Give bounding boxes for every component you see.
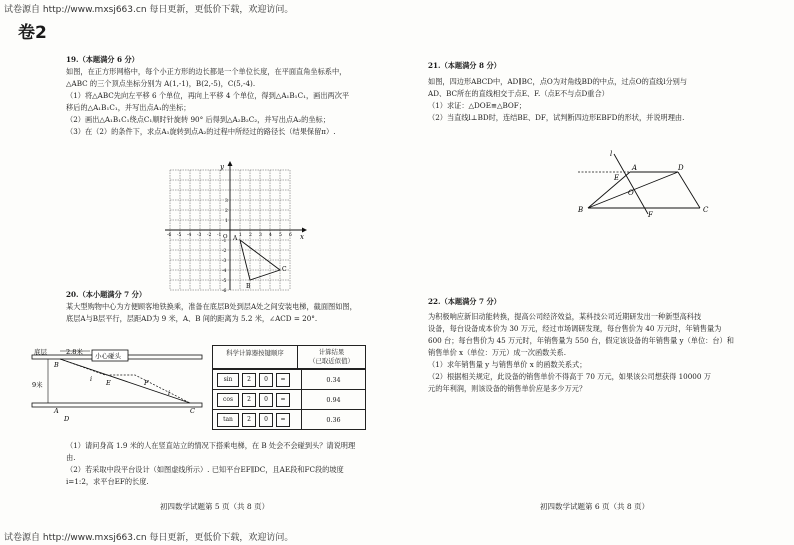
digit-key: 0 bbox=[259, 393, 273, 407]
point-d-label: D bbox=[678, 164, 684, 172]
sin-key: sin bbox=[217, 373, 239, 387]
calculator-table bbox=[212, 345, 366, 430]
tick-label: 6 bbox=[289, 233, 292, 238]
tick-label: 3 bbox=[225, 199, 228, 204]
question-20-part: （2）若采取中段平台设计（如图虚线所示）. 已知平台EF∥DC，且AE段和FC段的坡度 bbox=[66, 465, 344, 474]
origin-label: O bbox=[223, 234, 228, 240]
table-header-keys: 科学计算器按键顺序 bbox=[213, 346, 298, 368]
tick-label: 2 bbox=[249, 233, 252, 238]
floor-label: 底层 bbox=[34, 348, 47, 356]
point-b-label: B bbox=[578, 206, 584, 214]
question-22-line: 600 台；每台售价为 45 万元时，年销售量为 550 台，假定该设备的年销售量 y（单位：台）和 bbox=[428, 336, 734, 345]
left-dimension: 9米 bbox=[32, 381, 43, 389]
result-value: 0.36 bbox=[326, 415, 341, 424]
digit-key: 2 bbox=[242, 373, 256, 387]
tick-label: -1 bbox=[217, 233, 222, 238]
question-22-line: 设备，每台设备成本价为 30 万元，经过市场调研发现，每台售价为 40 万元时，年销售量为 bbox=[428, 324, 722, 333]
tick-label: -6 bbox=[167, 233, 172, 238]
question-22-line: 为积极响应新旧动能转换，提高公司经济效益，某科技公司近期研发出一种新型高科技 bbox=[428, 312, 702, 321]
line-l bbox=[614, 154, 648, 214]
x-axis-label: x bbox=[300, 233, 304, 241]
point-c-label: C bbox=[703, 206, 709, 214]
tick-label: -4 bbox=[187, 233, 192, 238]
question-20-line: 某大型购物中心为方便顾客地铁换乘，准备在底层B处到层A处之间安装电梯，截面图如图， bbox=[66, 302, 357, 311]
equals-key: = bbox=[276, 413, 290, 427]
tick-label: -6 bbox=[222, 289, 227, 294]
point-d-label: D bbox=[64, 415, 70, 423]
question-20-line: 底层A与B层平行，层距AD为 9 米，A、B 间的距离为 5.2 米，∠ACD = 20°. bbox=[66, 314, 318, 323]
top-watermark: 试卷源自 http://www.mxsj663.cn 每日更新，更低价下载，欢迎访问。 bbox=[4, 5, 294, 15]
tick-label: 1 bbox=[225, 219, 228, 224]
slope-label-1: i bbox=[90, 375, 93, 383]
digit-key: 0 bbox=[259, 373, 273, 387]
tick-label: -2 bbox=[222, 249, 227, 254]
tick-label: -3 bbox=[222, 259, 227, 264]
tick-label: -5 bbox=[177, 233, 182, 238]
vertex-a-label: A bbox=[233, 235, 238, 242]
question-19-line: （1）将△ABC先向左平移 6 个单位，再向上平移 4 个单位，得到△A₁B₁C₁，画出两次平 bbox=[66, 91, 350, 100]
volume-label: 卷2 bbox=[18, 23, 47, 43]
ceiling-sign-label: 小心碰头 bbox=[95, 352, 121, 360]
tick-label: -5 bbox=[222, 279, 227, 284]
point-o-label: O bbox=[628, 189, 634, 197]
question-19-line: （3）在（2）的条件下，求点A₁旋转到点A₂的过程中所经过的路径长（结果保留π）. bbox=[66, 127, 336, 136]
question-21 bbox=[428, 60, 768, 124]
digit-key: 2 bbox=[242, 393, 256, 407]
y-axis bbox=[228, 161, 233, 290]
tick-label: 4 bbox=[269, 233, 272, 238]
page-footer-right: 初四数学试题第 6 页（共 8 页） bbox=[540, 502, 650, 511]
escalator-line bbox=[60, 359, 190, 403]
page-footer-left: 初四数学试题第 5 页（共 8 页） bbox=[160, 502, 270, 511]
question-22-line: （1）求年销售量 y 与销售单价 x 的函数关系式； bbox=[428, 360, 587, 369]
tick-label: 5 bbox=[279, 233, 282, 238]
point-c-label: C bbox=[190, 407, 195, 415]
side-ab bbox=[588, 172, 630, 208]
digit-key: 0 bbox=[259, 413, 273, 427]
tick-label: 3 bbox=[259, 233, 262, 238]
equals-key: = bbox=[276, 373, 290, 387]
question-21-line: AD、BC所在的直线相交于点E、F.（点E不与点D重合） bbox=[428, 89, 609, 98]
question-20-part: i=1:2，求平台EF的长度. bbox=[66, 477, 149, 486]
top-dimension: 2.8米 bbox=[66, 348, 83, 356]
y-axis-label: y bbox=[220, 163, 224, 171]
bottom-watermark: 试卷源自 http://www.mxsj663.cn 每日更新，更低价下载，欢迎访问。 bbox=[4, 533, 294, 543]
tan-key: tan bbox=[217, 413, 239, 427]
question-19-line: 移后的△A₁B₁C₁，并写出点A₁的坐标； bbox=[66, 103, 191, 112]
question-19-line: 如图，在正方形网格中，每个小正方形的边长都是一个单位长度，在平面直角坐标系中， bbox=[66, 67, 347, 76]
question-19-line: △ABC 的三个顶点坐标分别为 A(1,-1)，B(2,-5)，C(5,-4). bbox=[66, 79, 256, 88]
cos-key: cos bbox=[217, 393, 239, 407]
tick-label: -4 bbox=[222, 269, 227, 274]
equals-key: = bbox=[276, 393, 290, 407]
point-e-label: E bbox=[106, 379, 111, 387]
tick-label: -2 bbox=[207, 233, 212, 238]
table-row bbox=[213, 409, 365, 429]
question-20-parts bbox=[66, 440, 396, 488]
question-22 bbox=[428, 296, 773, 395]
tick-label: -3 bbox=[197, 233, 202, 238]
table-row bbox=[213, 389, 365, 409]
question-20-heading: 20.（本小题满分 7 分） bbox=[66, 290, 147, 299]
line-l-label: l bbox=[610, 150, 613, 158]
question-21-line: （1）求证：△DOE≌△BOF； bbox=[428, 101, 526, 110]
point-e-label: E bbox=[614, 174, 620, 182]
point-f-label: F bbox=[648, 211, 653, 219]
trapezoid-figure bbox=[570, 148, 720, 228]
point-f-label: F bbox=[144, 379, 149, 387]
tick-label: 1 bbox=[239, 233, 242, 238]
question-22-heading: 22.（本题满分 7 分） bbox=[428, 297, 501, 306]
question-22-line: 元的年利润，则该设备的销售单价应是多少万元？ bbox=[428, 384, 587, 393]
question-22-line: （2）根据相关规定，此设备的销售单价不得高于 70 万元，如果该公司想获得 10000 万 bbox=[428, 372, 711, 381]
question-21-heading: 21.（本题满分 8 分） bbox=[428, 61, 501, 70]
question-20-part: （1）请问身高 1.9 米的人在竖直站立的情况下搭乘电梯，在 B 处会不会碰到头？请说明理 bbox=[66, 441, 356, 450]
side-dc bbox=[678, 172, 700, 208]
table-header-result: 计算结果 （已取近似值） bbox=[309, 348, 354, 365]
point-a-label: A bbox=[632, 164, 638, 172]
tick-label: 2 bbox=[225, 209, 228, 214]
question-21-line: （2）当直线l⊥BD时，连结BE、DF，试判断四边形EBFD的形状，并说明理由. bbox=[428, 113, 685, 122]
question-19-line: （2）画出△A₁B₁C₁绕点C₁顺时针旋转 90° 后得到△A₂B₂C₂，并写出点A₂的坐标； bbox=[66, 115, 330, 124]
question-22-line: 销售单价 x（单位：万元）成一次函数关系. bbox=[428, 348, 566, 357]
x-axis bbox=[165, 228, 307, 233]
question-21-line: 如图，四边形ABCD中，AD∥BC，点O为对角线BD的中点，过点O的直线l分别与 bbox=[428, 77, 688, 86]
result-value: 0.94 bbox=[326, 395, 341, 404]
result-value: 0.34 bbox=[326, 375, 341, 384]
table-row bbox=[213, 369, 365, 389]
vertex-b-label: B bbox=[246, 283, 251, 290]
digit-key: 2 bbox=[242, 413, 256, 427]
question-19-heading: 19.（本题满分 6 分） bbox=[66, 55, 139, 64]
slope-label-2: i bbox=[168, 389, 171, 397]
point-a-label: A bbox=[54, 407, 59, 415]
question-20 bbox=[66, 289, 396, 325]
vertex-c-label: C bbox=[282, 266, 287, 273]
question-19 bbox=[66, 54, 396, 138]
escalator-figure bbox=[30, 345, 210, 425]
question-20-part: 由. bbox=[66, 453, 76, 462]
point-b-label: B bbox=[54, 361, 59, 369]
tick-label: -1 bbox=[222, 239, 227, 244]
coordinate-grid-figure bbox=[160, 160, 310, 295]
